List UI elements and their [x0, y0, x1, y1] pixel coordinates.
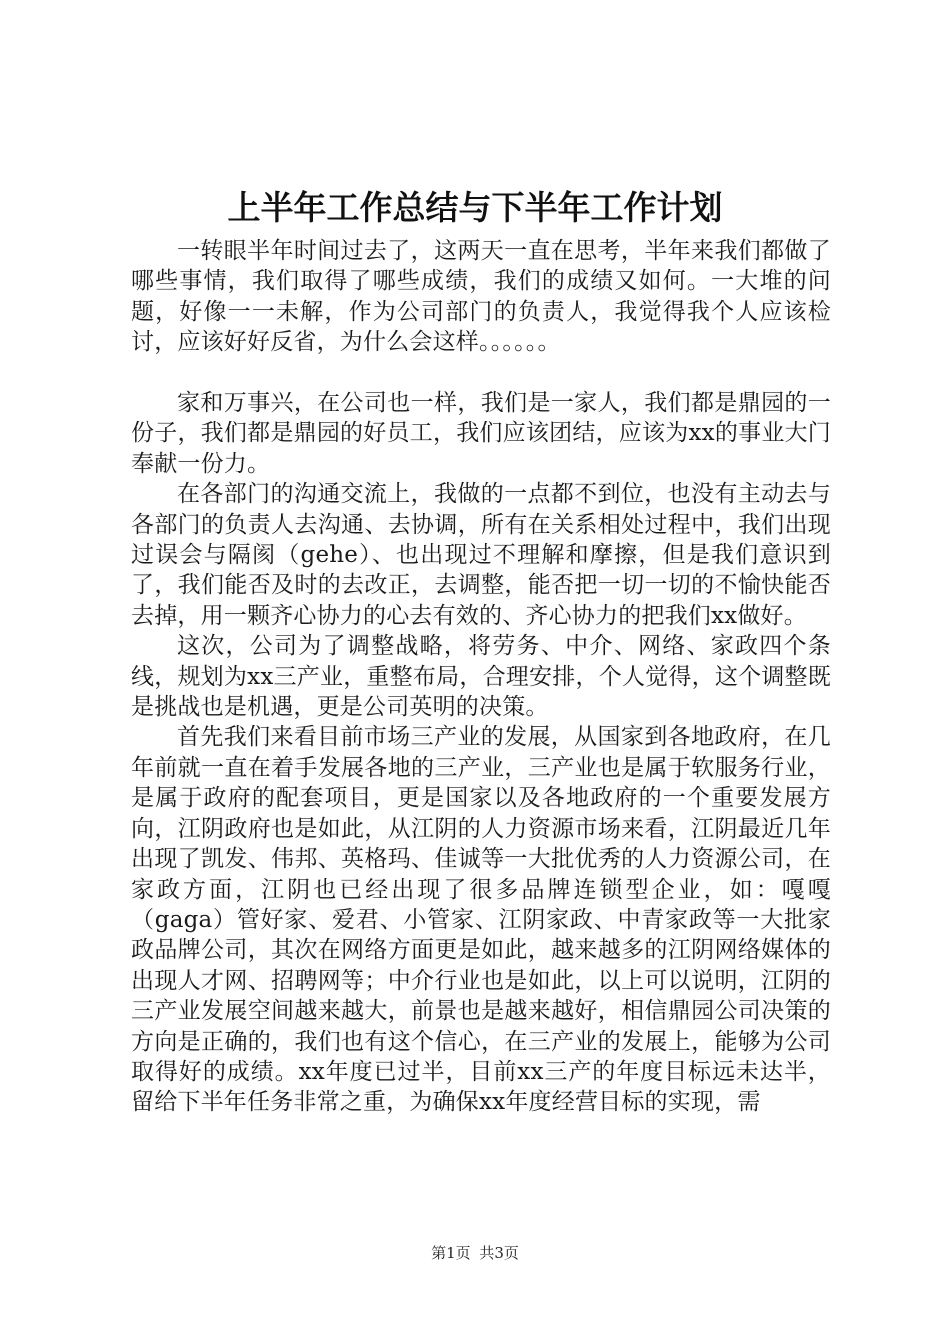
paragraph-intro: 一转眼半年时间过去了，这两天一直在思考，半年来我们都做了哪些事情，我们取得了哪些成绩，我们的成绩又如何。一大堆的问题，好像一一未解，作为公司部门的负责人，我觉得我个人应该检讨，应该好好反省，为什么会这样。。。。。。	[131, 238, 831, 356]
paragraph-strategy: 这次，公司为了调整战略，将劳务、中介、网络、家政四个条线，规划为xx三产业，重整布局，合理安排，个人觉得，这个调整既是挑战也是机遇，更是公司英明的决策。	[131, 633, 831, 721]
document-body	[131, 236, 831, 1118]
paragraph-spacer	[131, 358, 831, 388]
document-title: 上半年工作总结与下半年工作计划	[227, 188, 723, 227]
page-footer	[0, 1243, 950, 1263]
paragraph-market: 首先我们来看目前市场三产业的发展，从国家到各地政府，在几年前就一直在着手发展各地的三产业，三产业也是属于软服务行业，是属于政府的配套项目，更是国家以及各地政府的一个重要发展方向，江阴政府也是如此，从江阴的人力资源市场来看，江阴最近几年出现了凯发、伟邦、英格玛、佳诚等一大批优秀的人力资源公司，在家政方面，江阴也已经出现了很多品牌连锁型企业，如：嘎嘎（gaga）管好家、爱君、小管家、江阴家政、中青家政等一大批家政品牌公司，其次在网络方面更是如此，越来越多的江阴网络媒体的出现人才网、招聘网等；中介行业也是如此，以上可以说明，江阴的三产业发展空间越来越大，前景也是越来越好，相信鼎园公司决策的方向是正确的，我们也有这个信心，在三产业的发展上，能够为公司取得好的成绩。xx年度已过半，目前xx三产的年度目标远未达半，留给下半年任务非常之重，为确保xx年度经营目标的实现，需	[131, 724, 831, 1116]
page-number: 第1页	[431, 1244, 471, 1262]
paragraph-unity: 家和万事兴，在公司也一样，我们是一家人，我们都是鼎园的一份子，我们都是鼎园的好员工，我们应该团结，应该为xx的事业大门奉献一份力。	[131, 390, 831, 477]
page-total: 共3页	[479, 1244, 519, 1262]
paragraph-communication: 在各部门的沟通交流上，我做的一点都不到位，也没有主动去与各部门的负责人去沟通、去协调，所有在关系相处过程中，我们出现过误会与隔阂（gehe）、也出现过不理解和摩擦，但是我们意识到了，我们能否及时的去改正，去调整，能否把一切一切的不愉快能否去掉，用一颗齐心协力的心去有效的、齐心协力的把我们xx做好。	[131, 481, 831, 629]
